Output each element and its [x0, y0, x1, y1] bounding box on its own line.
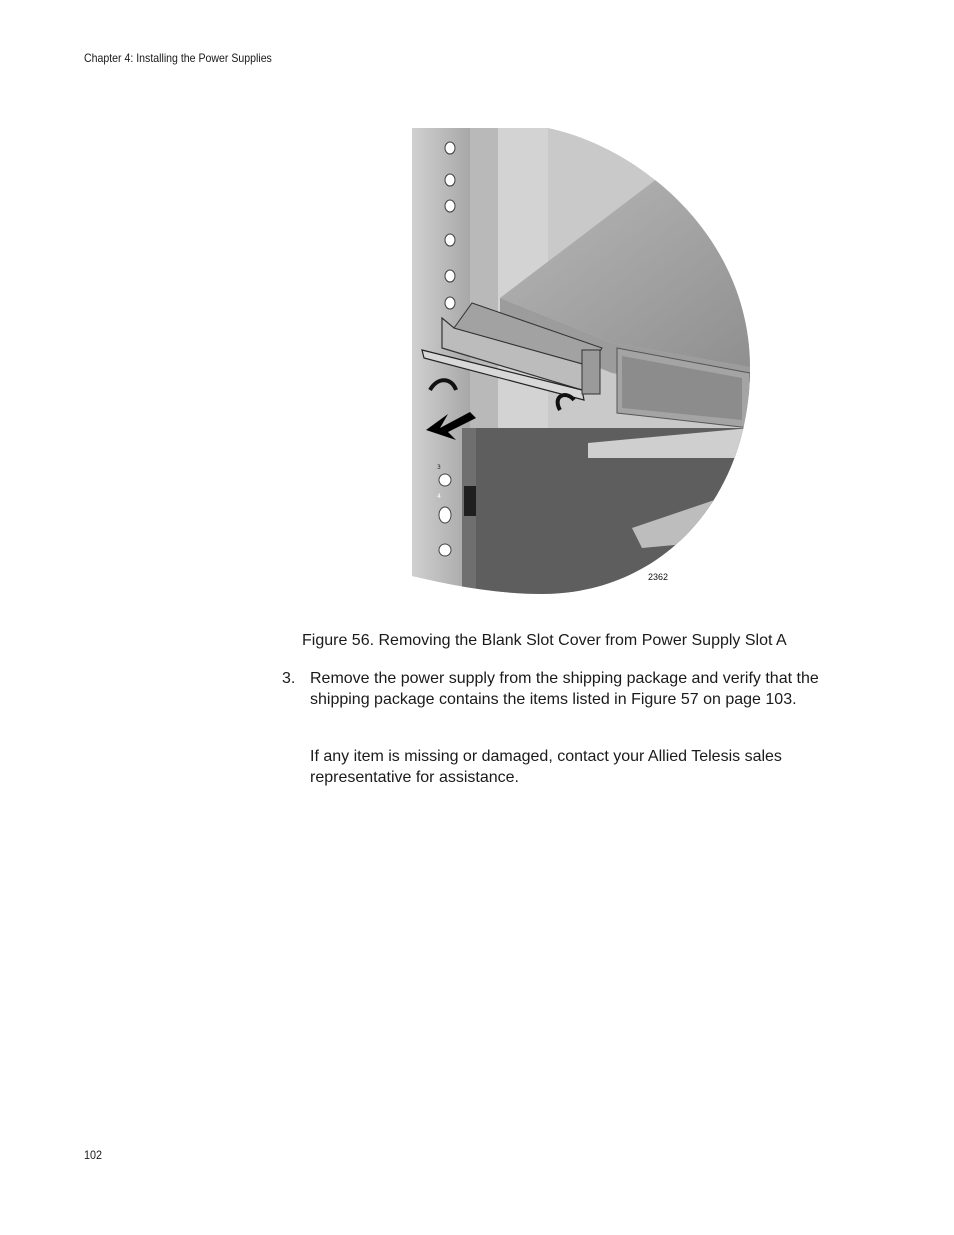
illustration-number: 2362	[648, 572, 669, 582]
step-text: Remove the power supply from the shipping package and verify that the shipping package contains the items listed in Figure 57 on page 103.	[310, 670, 819, 708]
rack-label-3: 3	[437, 464, 441, 471]
running-header: Chapter 4: Installing the Power Supplies	[84, 51, 272, 65]
step-3	[282, 669, 842, 710]
figure-caption: Figure 56. Removing the Blank Slot Cover from Power Supply Slot A	[302, 632, 787, 649]
step-number: 3.	[282, 670, 296, 687]
body-paragraph: If any item is missing or damaged, contact your Allied Telesis sales representative for assistance.	[310, 748, 782, 786]
page-number: 102	[84, 1148, 103, 1162]
rack-label-4: 4	[437, 493, 441, 500]
blank-slot-cover-illustration	[412, 128, 754, 598]
